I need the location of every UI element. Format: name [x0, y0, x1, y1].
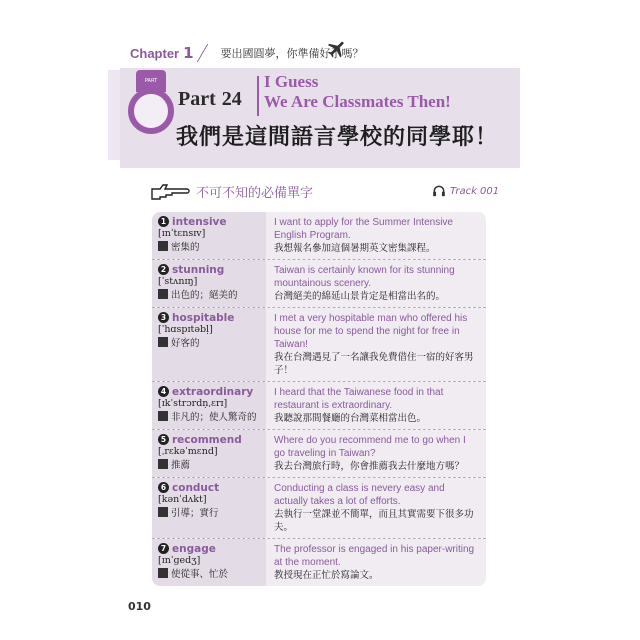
vocab-meaning: 好客的	[171, 338, 200, 349]
vocab-number: 4	[158, 386, 169, 397]
example-en: Where do you recommend me to go when I go traveling in Taiwan?	[274, 435, 466, 459]
example-zh: 台灣絕美的綿延山景肯定是相當出名的。	[274, 291, 446, 302]
vocab-row	[152, 308, 486, 382]
vocab-word-cell	[152, 539, 266, 586]
vocab-row	[152, 260, 486, 308]
lesson-title-en	[264, 72, 451, 112]
example-en: Conducting a class is nevery easy and actually takes a lot of efforts.	[274, 483, 445, 507]
example-zh: 我去台灣旅行時，你會推薦我去什麼地方嗎？	[274, 461, 465, 472]
part-divider	[257, 76, 259, 116]
vocab-example-cell	[266, 382, 486, 429]
vocab-phonetic: [ˈhɑspɪtəbḷ]	[158, 324, 213, 335]
vocab-phonetic: [ɪnˈtɛnsɪv]	[158, 228, 206, 239]
chapter-title: 要出國圓夢，你準備好了嗎？	[220, 47, 364, 60]
example-en: The professor is engaged in his paper-writing at the moment.	[274, 544, 475, 568]
example-en: Taiwan is certainly known for its stunning mountainous scenery.	[274, 265, 455, 289]
vocab-meaning: 引導；實行	[171, 508, 219, 519]
vocab-example-cell	[266, 212, 486, 259]
example-en: I want to apply for the Summer Intensive English Program.	[274, 217, 453, 241]
vocab-row	[152, 539, 486, 586]
part-of-speech-icon	[158, 507, 168, 517]
example-zh: 教授現在正忙於寫論文。	[274, 570, 379, 581]
chapter-divider	[196, 44, 221, 62]
vocab-word: extraordinary	[172, 386, 254, 398]
example-zh: 我聽說那間餐廳的台灣菜相當出色。	[274, 413, 427, 424]
vocab-example-cell	[266, 308, 486, 381]
vocab-word: intensive	[172, 216, 227, 228]
vocab-example-cell	[266, 260, 486, 307]
vocab-example-cell	[266, 478, 486, 538]
vocab-number: 2	[158, 264, 169, 275]
vocab-phonetic: [ˌrɛkəˈmɛnd]	[158, 446, 218, 457]
lesson-title-en-line1: I Guess	[264, 72, 319, 91]
vocab-word: hospitable	[172, 312, 235, 324]
chapter-label: Chapter	[130, 45, 180, 61]
vocab-meaning: 使從事、忙於	[171, 569, 229, 580]
part-of-speech-icon	[158, 411, 168, 421]
example-en: I met a very hospitable man who offered his house for me to spend the night for free in Taiwan!	[274, 313, 468, 350]
part-label	[178, 88, 242, 111]
part-badge-tab: PART	[136, 70, 166, 92]
example-zh: 我在台灣遇見了一名讓我免費借住一宿的好客男子！	[274, 352, 474, 376]
vocab-phonetic: [ɪkˈstrɔrdṇˌɛrɪ]	[158, 398, 228, 409]
vocab-meaning: 密集的	[171, 242, 200, 253]
vocab-number: 6	[158, 482, 169, 493]
vocab-meaning: 出色的；絕美的	[171, 290, 238, 301]
vocab-word: conduct	[172, 482, 220, 494]
part-number: 24	[221, 88, 242, 110]
vocab-word-cell	[152, 430, 266, 477]
headphones-icon	[432, 184, 446, 198]
part-of-speech-icon	[158, 289, 168, 299]
example-zh: 去執行一堂課並不簡單，而且其實需要下很多功夫。	[274, 509, 474, 533]
pointing-hand-icon	[150, 183, 190, 201]
example-en: I heard that the Taiwanese food in that restaurant is extraordinary.	[274, 387, 444, 411]
vocab-number: 5	[158, 434, 169, 445]
audio-track	[432, 184, 499, 198]
vocab-row	[152, 212, 486, 260]
vocab-meaning: 非凡的；使人驚奇的	[171, 412, 257, 423]
track-label: Track 001	[450, 185, 500, 197]
vocab-word: engage	[172, 543, 216, 555]
vocab-number: 3	[158, 312, 169, 323]
vocab-heading-text: 不可不知的必備單字	[196, 186, 314, 201]
vocab-row	[152, 430, 486, 478]
vocab-example-cell	[266, 539, 486, 586]
vocab-word-cell	[152, 260, 266, 307]
airplane-icon	[326, 38, 348, 60]
part-badge-icon	[128, 78, 174, 134]
part-of-speech-icon	[158, 459, 168, 469]
vocab-phonetic: [kənˈdʌkt]	[158, 494, 207, 505]
vocab-row	[152, 382, 486, 430]
vocab-word-cell	[152, 212, 266, 259]
lesson-title-en-line2: We Are Classmates Then!	[264, 92, 451, 111]
chapter-number: 1	[183, 44, 194, 62]
vocab-word: stunning	[172, 264, 225, 276]
vocab-example-cell	[266, 430, 486, 477]
vocab-word-cell	[152, 478, 266, 538]
vocab-number: 7	[158, 543, 169, 554]
vocab-word-cell	[152, 382, 266, 429]
part-of-speech-icon	[158, 241, 168, 251]
example-zh: 我想報名參加這個暑期英文密集課程。	[274, 243, 436, 254]
vocab-word-cell	[152, 308, 266, 381]
vocab-row	[152, 478, 486, 539]
vocab-phonetic: [ɪnˈgedʒ]	[158, 555, 201, 566]
part-of-speech-icon	[158, 568, 168, 578]
vocab-phonetic: [ˈstʌnɪŋ]	[158, 276, 198, 287]
page-number: 010	[128, 600, 151, 613]
lesson-title-zh: 我們是這間語言學校的同學耶！	[176, 125, 499, 150]
vocab-meaning: 推薦	[171, 460, 191, 471]
vocab-heading	[150, 182, 313, 201]
vocab-number: 1	[158, 216, 169, 227]
part-word: Part	[178, 88, 216, 110]
vocab-word: recommend	[172, 434, 242, 446]
vocab-table	[152, 212, 486, 586]
part-of-speech-icon	[158, 337, 168, 347]
